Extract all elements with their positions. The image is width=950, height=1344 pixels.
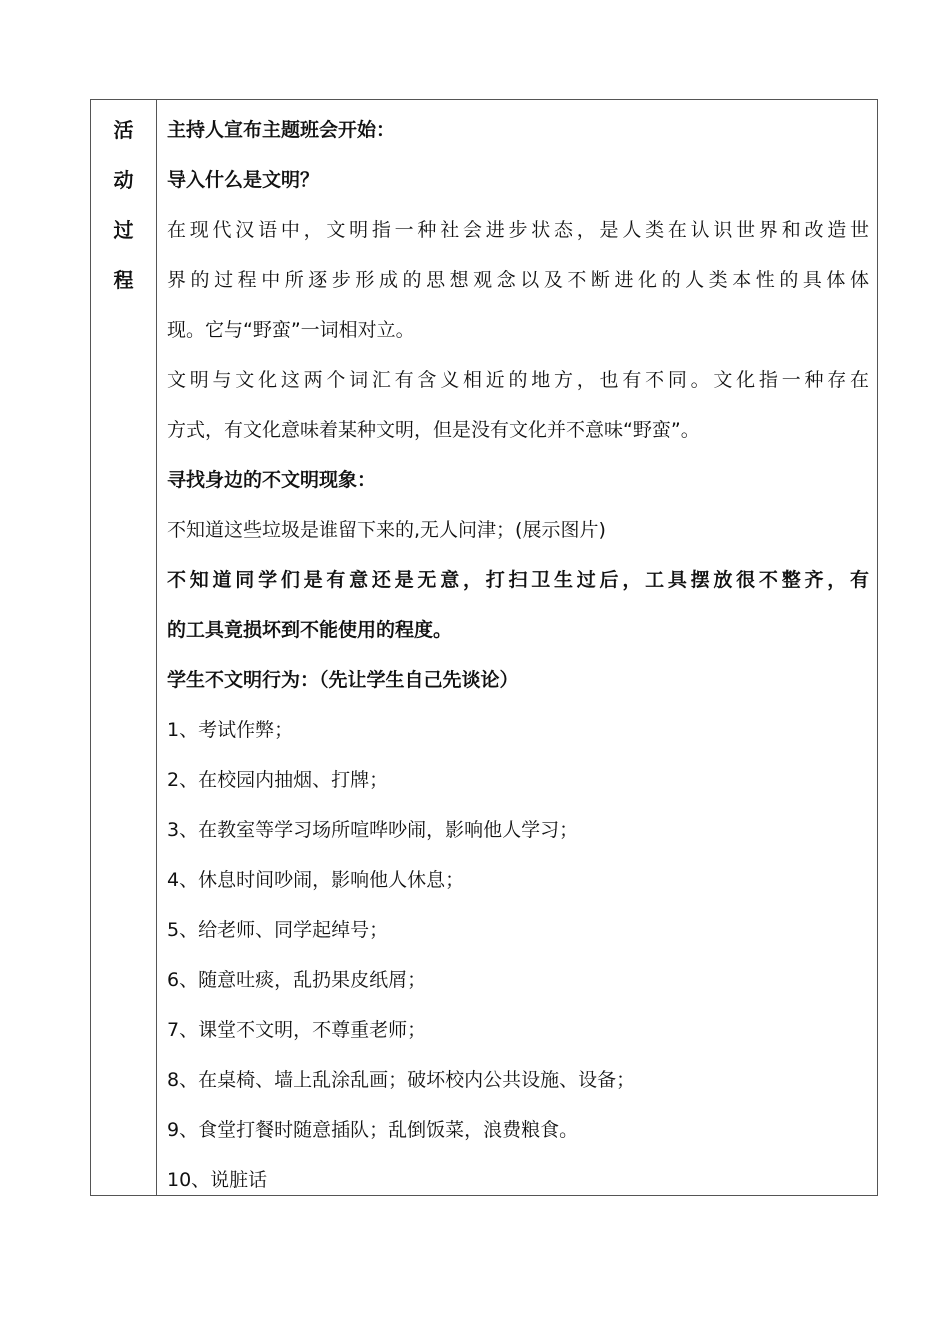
- section-label-char: 动: [113, 168, 134, 192]
- content-line: 界的过程中所逐步形成的思想观念以及不断进化的人类本性的具体体: [167, 269, 869, 291]
- content-line: 7、课堂不文明，不尊重老师；: [167, 1019, 427, 1041]
- content-line: 6、随意吐痰，乱扔果皮纸屑；: [167, 969, 427, 991]
- content-line: 3、在教室等学习场所喧哗吵闹，影响他人学习；: [167, 819, 579, 841]
- content-line: 10、说脏话: [167, 1169, 268, 1191]
- content-line: 文明与文化这两个词汇有含义相近的地方，也有不同。文化指一种存在: [167, 369, 869, 391]
- activity-table: [90, 99, 878, 1196]
- content-line: 不知道这些垃圾是谁留下来的,无人问津；(展示图片): [167, 519, 606, 541]
- section-label-char: 程: [113, 268, 134, 292]
- content-line: 现。它与“野蛮”一词相对立。: [167, 319, 415, 341]
- section-label-char: 活: [113, 118, 134, 142]
- content-line: 方式，有文化意味着某种文明，但是没有文化并不意味“野蛮”。: [167, 419, 700, 441]
- content-line: 导入什么是文明？: [167, 169, 320, 191]
- content-line: 的工具竟损坏到不能使用的程度。: [167, 619, 453, 641]
- content-line: 主持人宣布主题班会开始：: [167, 119, 396, 141]
- content-line: 8、在桌椅、墙上乱涂乱画；破坏校内公共设施、设备；: [167, 1069, 636, 1091]
- content-line: 2、在校园内抽烟、打牌；: [167, 769, 389, 791]
- section-label-char: 过: [113, 218, 134, 242]
- content-line: 不知道同学们是有意还是无意，打扫卫生过后，工具摆放很不整齐，有: [167, 569, 869, 591]
- content-line: 学生不文明行为：（先让学生自己先谈论）: [167, 669, 519, 691]
- content-line: 1、考试作弊；: [167, 719, 294, 741]
- content-line: 4、休息时间吵闹，影响他人休息；: [167, 869, 465, 891]
- content-line: 寻找身边的不文明现象：: [167, 469, 377, 491]
- content-line: 在现代汉语中，文明指一种社会进步状态，是人类在认识世界和改造世: [167, 219, 869, 241]
- section-label-cell: [91, 100, 157, 1195]
- content-line: 5、给老师、同学起绰号；: [167, 919, 389, 941]
- section-content-cell: [157, 100, 877, 1195]
- content-line: 9、食堂打餐时随意插队；乱倒饭菜，浪费粮食。: [167, 1119, 579, 1141]
